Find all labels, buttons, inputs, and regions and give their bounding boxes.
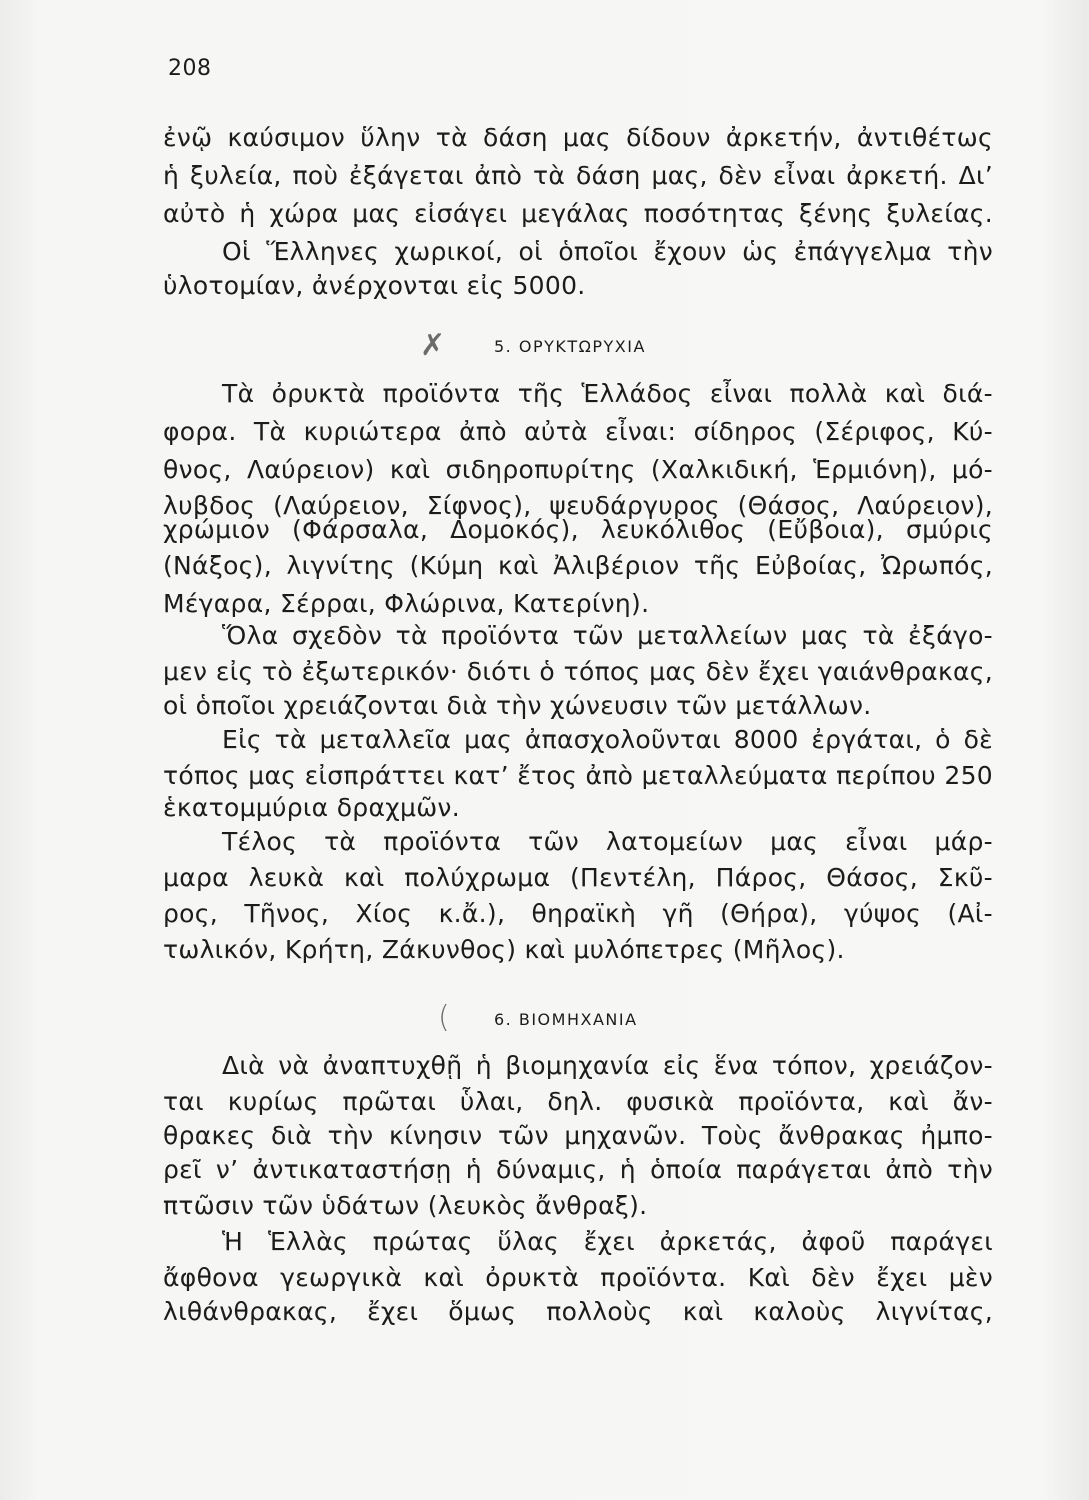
text-line: Οἱ Ἕλληνες χωρικοί, οἱ ὁποῖοι ἔχουν ὡς ἐπάγγελμα τὴν <box>222 237 993 266</box>
text-line: οἱ ὁποῖοι χρειάζονται διὰ τὴν χώνευσιν τῶν μετάλλων. <box>163 691 872 720</box>
text-line: θνος, Λαύρειον) καὶ σιδηροπυρίτης (Χαλκιδική, Ἑρμιόνη), μό- <box>163 455 993 484</box>
text-line: τόπος μας εἰσπράττει κατ’ ἔτος ἀπὸ μεταλλεύματα περίπου 250 <box>163 761 993 790</box>
text-line: Τέλος τὰ προϊόντα τῶν λατομείων μας εἶναι μάρ- <box>222 827 993 856</box>
section-heading: 5. ΟΡΥΚΤΩΡΥΧΙΑ <box>494 337 646 356</box>
text-line: Ἡ Ἑλλὰς πρώτας ὕλας ἔχει ἀρκετάς, ἀφοῦ παράγει <box>222 1227 993 1256</box>
text-line: ρος, Τῆνος, Χίος κ.ἄ.), θηραϊκὴ γῆ (Θήρα), γύψος (Αἰ- <box>163 899 993 928</box>
text-line: αὐτὸ ἡ χώρα μας εἰσάγει μεγάλας ποσότητας ξένης ξυλείας. <box>163 199 993 228</box>
pencil-mark-icon: ( <box>438 1000 450 1035</box>
text-line: Τὰ ὀρυκτὰ προϊόντα τῆς Ἑλλάδος εἶναι πολλὰ καὶ διά- <box>222 379 993 408</box>
text-line: φορα. Τὰ κυριώτερα ἀπὸ αὐτὰ εἶναι: σίδηρος (Σέριφος, Κύ- <box>163 417 993 446</box>
section-heading: 6. ΒΙΟΜΗΧΑΝΙΑ <box>494 1010 638 1029</box>
pencil-mark-icon: ✗ <box>420 328 446 363</box>
text-line: Εἰς τὰ μεταλλεῖα μας ἀπασχολοῦνται 8000 ἐργάται, ὁ δὲ <box>222 725 993 754</box>
text-line: ἐνῷ καύσιμον ὕλην τὰ δάση μας δίδουν ἀρκετήν, ἀντιθέτως <box>163 123 993 152</box>
text-line: λυβδος (Λαύρειον, Σίφνος), ψευδάργυρος (Θάσος, Λαύρειον), <box>163 491 993 520</box>
text-line: (Νάξος), λιγνίτης (Κύμη καὶ Ἀλιβέριον τῆς Εὐβοίας, Ὠρωπός, <box>163 551 993 580</box>
text-line: θρακες διὰ τὴν κίνησιν τῶν μηχανῶν. Τοὺς ἄνθρακας ἠμπο- <box>163 1121 993 1150</box>
page-number: 208 <box>168 56 212 81</box>
text-line: ται κυρίως πρῶται ὗλαι, δηλ. φυσικὰ προϊόντα, καὶ ἄν- <box>163 1087 993 1116</box>
text-line: πτῶσιν τῶν ὑδάτων (λευκὸς ἄνθραξ). <box>163 1191 648 1220</box>
text-line: ὑλοτομίαν, ἀνέρχονται εἰς 5000. <box>163 271 586 300</box>
text-line: ρεῖ ν’ ἀντικαταστήσῃ ἡ δύναμις, ἡ ὁποία παράγεται ἀπὸ τὴν <box>163 1155 993 1184</box>
text-line: ἄφθονα γεωργικὰ καὶ ὀρυκτὰ προϊόντα. Καὶ δὲν ἔχει μὲν <box>163 1263 993 1292</box>
text-line: ἡ ξυλεία, ποὺ ἐξάγεται ἀπὸ τὰ δάση μας, δὲν εἶναι ἀρκετή. Δι’ <box>163 161 993 190</box>
text-line: Διὰ νὰ ἀναπτυχθῇ ἡ βιομηχανία εἰς ἕνα τόπον, χρειάζον- <box>222 1051 993 1080</box>
text-line: τωλικόν, Κρήτη, Ζάκυνθος) καὶ μυλόπετρες (Μῆλος). <box>163 935 845 964</box>
text-line: μαρα λευκὰ καὶ πολύχρωμα (Πεντέλη, Πάρος, Θάσος, Σκῦ- <box>163 863 993 892</box>
text-line: μεν εἰς τὸ ἐξωτερικόν· διότι ὁ τόπος μας δὲν ἔχει γαιάνθρακας, <box>163 657 993 686</box>
text-line: ἑκατομμύρια δραχμῶν. <box>163 793 460 822</box>
text-line: χρώμιον (Φάρσαλα, Δομοκός), λευκόλιθος (Εὔβοια), σμύρις <box>163 515 993 544</box>
text-line: Ὅλα σχεδὸν τὰ προϊόντα τῶν μεταλλείων μας τὰ ἐξάγο- <box>222 621 993 650</box>
text-line: Μέγαρα, Σέρραι, Φλώρινα, Κατερίνη). <box>163 589 650 618</box>
text-line: λιθάνθρακας, ἔχει ὅμως πολλοὺς καὶ καλοὺς λιγνίτας, <box>163 1297 993 1326</box>
